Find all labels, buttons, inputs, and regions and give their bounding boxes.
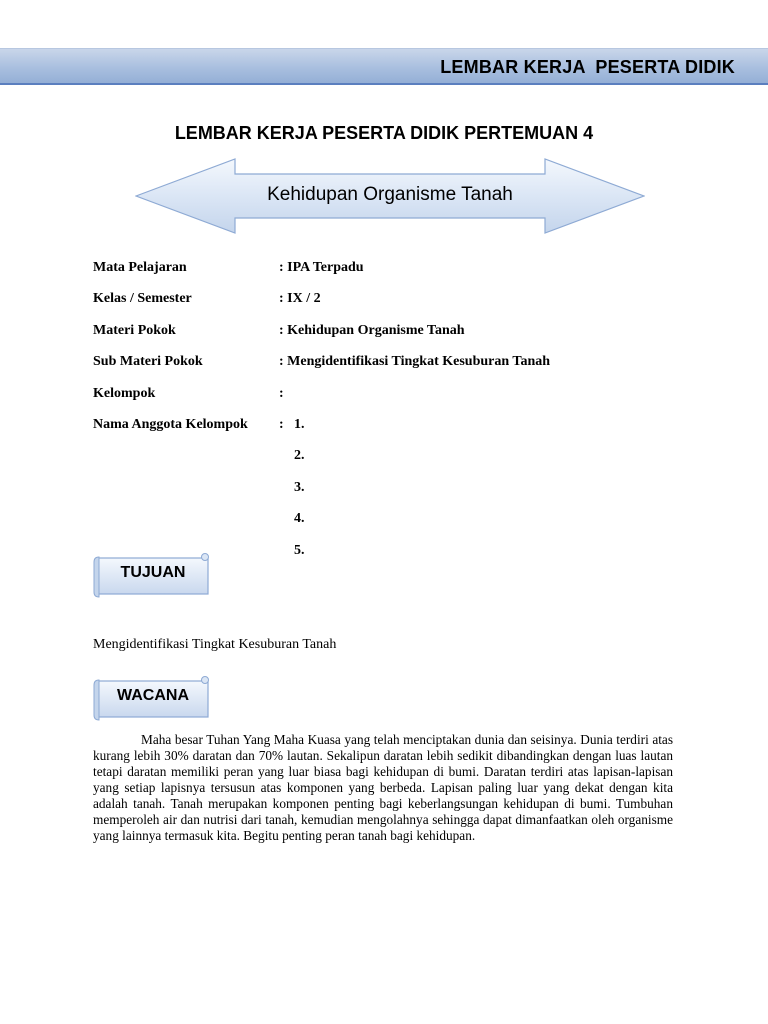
info-value: : — [279, 416, 284, 432]
topic-arrow — [135, 158, 645, 234]
member-number: 5. — [294, 542, 305, 558]
tujuan-heading: TUJUAN — [120, 564, 186, 581]
info-value: : IPA Terpadu — [279, 260, 364, 275]
topic-arrow-label: Kehidupan Organisme Tanah — [267, 184, 513, 205]
info-label: Nama Anggota Kelompok — [93, 416, 248, 432]
member-number: 4. — [294, 511, 305, 527]
info-label: Mata Pelajaran — [93, 260, 187, 275]
info-value: : Mengidentifikasi Tingkat Kesuburan Tanah — [279, 354, 551, 370]
info-label: Materi Pokok — [93, 322, 176, 338]
info-label: Sub Materi Pokok — [93, 354, 203, 370]
member-number-list — [294, 417, 305, 574]
info-value: : IX / 2 — [279, 291, 321, 307]
info-value: : — [279, 385, 284, 401]
info-value: : Kehidupan Organisme Tanah — [279, 322, 465, 338]
tujuan-scroll-heading — [92, 553, 212, 599]
wacana-scroll-heading — [92, 676, 212, 722]
banner-title: LEMBAR KERJA PESERTA DIDIK — [440, 57, 735, 77]
member-number: 3. — [294, 479, 305, 495]
info-label: Kelas / Semester — [93, 291, 192, 307]
info-label: Kelompok — [93, 385, 156, 401]
page-title: LEMBAR KERJA PESERTA DIDIK PERTEMUAN 4 — [174, 123, 594, 143]
header-banner — [0, 48, 768, 85]
tujuan-text: Mengidentifikasi Tingkat Kesuburan Tanah — [93, 637, 337, 652]
wacana-heading: WACANA — [117, 687, 189, 704]
wacana-paragraph: Maha besar Tuhan Yang Maha Kuasa yang telah menciptakan dunia dan seisinya. Dunia terdiri atas kurang lebih 30% daratan dan 70% lautan. Sekalipun daratan lebih sedikit dibandingkan dengan luas lautan tetapi daratan memiliki peran yang luar biasa bagi kehidupan di bumi. Daratan terdiri atas lapisan-lapisan yang setiap lapisnya tersusun atas komponen yang berbeda. Lapisan paling luar yang dekat dengan kita adalah tanah. Tanah merupakan komponen penting bagi keberlangsungan kehidupan di bumi. Tumbuhan memperoleh air dan nutrisi dari tanah, kemudian mengolahnya sehingga dapat dimanfaatkan oleh organisme yang lainnya termasuk kita. Begitu penting peran tanah bagi kehidupan. — [93, 732, 673, 843]
member-number: 1. — [294, 416, 305, 432]
member-number: 2. — [294, 448, 305, 464]
